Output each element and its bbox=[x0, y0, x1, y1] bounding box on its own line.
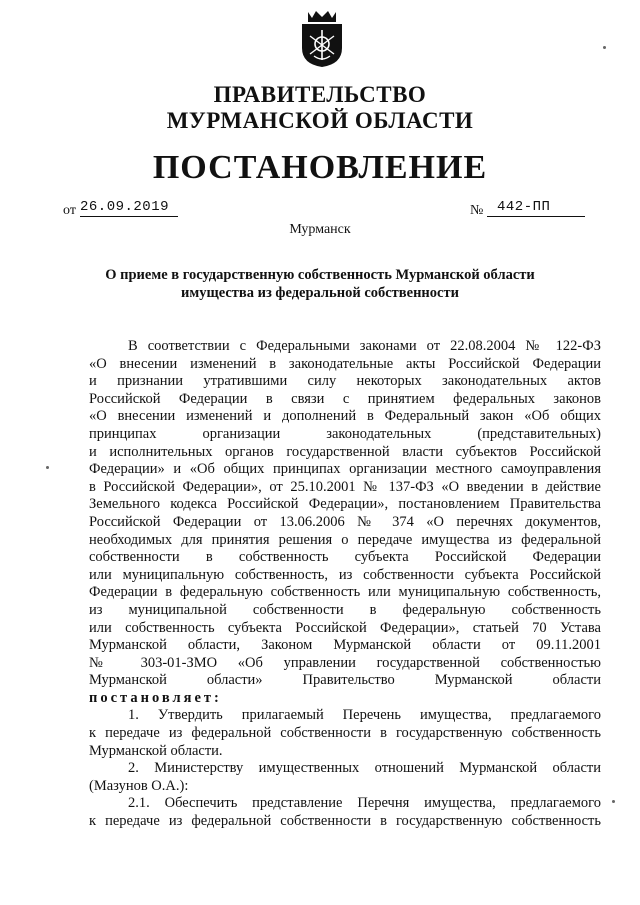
scan-speck bbox=[603, 46, 606, 49]
preamble-line: Земельного кодекса Российской Федерации», постановлением Правительства bbox=[89, 496, 601, 513]
document-body bbox=[89, 338, 601, 831]
government-name-line1: ПРАВИТЕЛЬСТВО bbox=[213, 82, 427, 107]
item21-line: 2.1. Обеспечить представление Перечня имущества, предлагаемого bbox=[128, 795, 601, 812]
item2-line: 2. Министерству имущественных отношений Мурманской области bbox=[128, 760, 601, 777]
document-date: 26.09.2019 bbox=[80, 199, 178, 217]
resolves-word bbox=[89, 690, 601, 708]
preamble-line: в Российской Федерации», от 25.10.2001 № 137-ФЗ «О введении в действие bbox=[89, 478, 601, 495]
item21-line: к передаче из федеральной собственности в государственную собственность bbox=[89, 813, 601, 830]
preamble-line: Российской Федерации от 13.06.2006 № 374 «О перечнях документов, bbox=[89, 513, 601, 530]
date-label: от bbox=[63, 203, 76, 218]
preamble-line: принципах организации законодательных (представительных) bbox=[89, 425, 601, 442]
preamble-line: или муниципальную собственность, из собственности субъекта Российской bbox=[89, 566, 601, 583]
scan-speck bbox=[612, 800, 615, 803]
scan-speck bbox=[46, 466, 49, 469]
document-title bbox=[60, 266, 580, 302]
preamble-line: или собственность субъекта Российской Федерации», статьей 70 Устава bbox=[89, 619, 601, 636]
preamble-line: Мурманской области, Законом Мурманской области от 09.11.2001 bbox=[89, 637, 601, 654]
preamble-line: собственности в собственность субъекта Российской Федерации bbox=[89, 549, 601, 566]
city: Мурманск bbox=[289, 222, 351, 237]
preamble-line: Федерации в федеральную собственность или муниципальную собственность, bbox=[89, 584, 601, 601]
item1-line: к передаче из федеральной собственности в государственную собственность bbox=[89, 725, 601, 742]
document-number: 442-ПП bbox=[487, 199, 585, 217]
document-type: ПОСТАНОВЛЕНИЕ bbox=[152, 149, 488, 186]
resolves-text: постановляет: bbox=[89, 689, 222, 706]
preamble-line: из муниципальной собственности в федеральную собственность bbox=[89, 601, 601, 618]
preamble-line: необходимых для принятия решения о передаче имущества из федеральной bbox=[89, 531, 601, 548]
coat-of-arms-icon bbox=[300, 10, 344, 68]
preamble-line: и признании утратившими силу некоторых законодательных актов bbox=[89, 373, 601, 390]
title-line: имущества из федеральной собственности bbox=[181, 285, 459, 301]
title-line: О приеме в государственную собственность Мурманской области bbox=[105, 267, 535, 283]
preamble-line: «О внесении изменений и дополнений в Федеральный закон «Об общих bbox=[89, 408, 601, 425]
preamble-line: Мурманской области» Правительство Мурманской области bbox=[89, 672, 601, 689]
preamble-line: Российской Федерации в связи с принятием федеральных законов bbox=[89, 390, 601, 407]
item1-line: Мурманской области. bbox=[89, 742, 223, 759]
preamble-line: «О внесении изменений в законодательные акты Российской Федерации bbox=[89, 355, 601, 372]
preamble-line: и исполнительных органов государственной власти субъектов Российской bbox=[89, 443, 601, 460]
preamble-line: Федерации» и «Об общих принципах организации местного самоуправления bbox=[89, 461, 601, 478]
number-label: № bbox=[470, 203, 484, 218]
preamble-line: № 303-01-ЗМО «Об управлении государственной собственностью bbox=[89, 654, 601, 671]
government-name-line2: МУРМАНСКОЙ ОБЛАСТИ bbox=[166, 108, 474, 133]
item2-line: (Мазунов О.А.): bbox=[89, 777, 189, 794]
preamble-line: В соответствии с Федеральными законами от 22.08.2004 № 122-ФЗ bbox=[128, 338, 601, 354]
item1-line: 1. Утвердить прилагаемый Перечень имущества, предлагаемого bbox=[128, 707, 601, 724]
